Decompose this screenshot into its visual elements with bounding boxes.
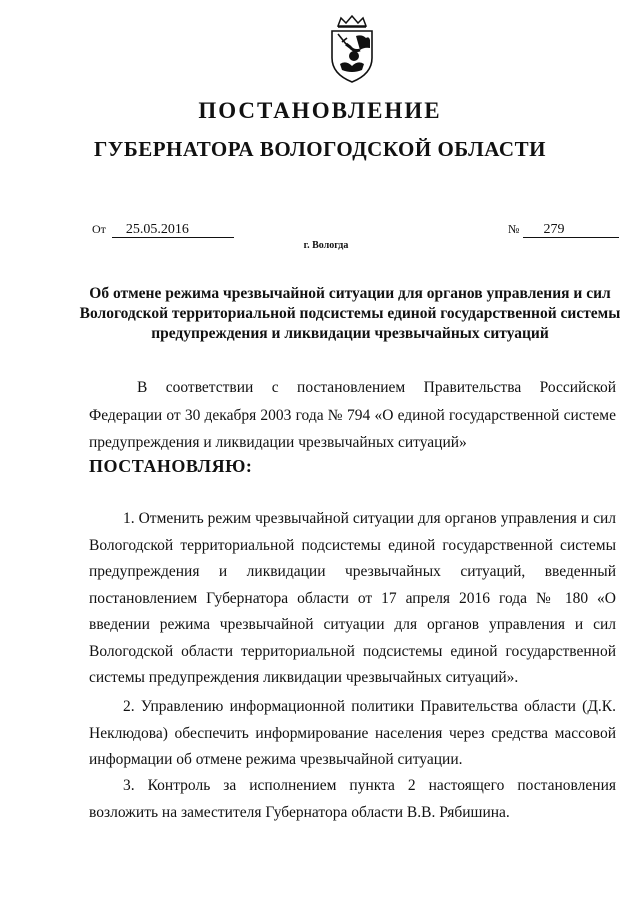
decree-item-1: 1. Отменить режим чрезвычайной ситуации для органов управления и сил Вологодской территориальной подсистемы единой государственной системы предупреждения и ликвидации чрезвычайных ситуаций, введенный постановлением Губернатора области от 17 апреля 2016 года № 180 «О введении режима чрезвычайной ситуации для органов управления и сил Вологодской области территориальной подсистемы единой государственной системы предупреждения ликвидации чрезвычайных ситуаций». bbox=[89, 510, 616, 686]
document-type: ПОСТАНОВЛЕНИЕ bbox=[198, 98, 442, 123]
date-prefix: От bbox=[92, 222, 106, 236]
document-author: ГУБЕРНАТОРА ВОЛОГОДСКОЙ ОБЛАСТИ bbox=[94, 137, 546, 161]
number-value: 279 bbox=[523, 222, 619, 238]
document-number bbox=[508, 222, 619, 238]
decree-item-2: 2. Управлению информационной политики Правительства области (Д.К. Неклюдова) обеспечить информирование населения через средства массовой информации об отмене режима чрезвычайной ситуации. bbox=[89, 698, 616, 768]
coat-of-arms-icon bbox=[326, 14, 378, 86]
decree-item-3: 3. Контроль за исполнением пункта 2 настоящего постановления возложить на заместителя Губернатора области В.В. Рябишина. bbox=[89, 777, 616, 821]
document-title: Об отмене режима чрезвычайной ситуации для органов управления и сил Вологодской территориальной подсистемы единой государственной системы предупреждения и ликвидации чрезвычайных ситуаций bbox=[79, 285, 621, 342]
document-city: г. Вологда bbox=[303, 240, 349, 251]
number-prefix: № bbox=[508, 222, 520, 236]
decree-heading: ПОСТАНОВЛЯЮ: bbox=[89, 456, 253, 476]
document-date bbox=[92, 222, 234, 238]
date-value: 25.05.2016 bbox=[112, 222, 234, 238]
preamble: В соответствии с постановлением Правительства Российской Федерации от 30 декабря 2003 года № 794 «О единой государственной системе предупреждения и ликвидации чрезвычайных ситуаций» bbox=[89, 379, 616, 452]
